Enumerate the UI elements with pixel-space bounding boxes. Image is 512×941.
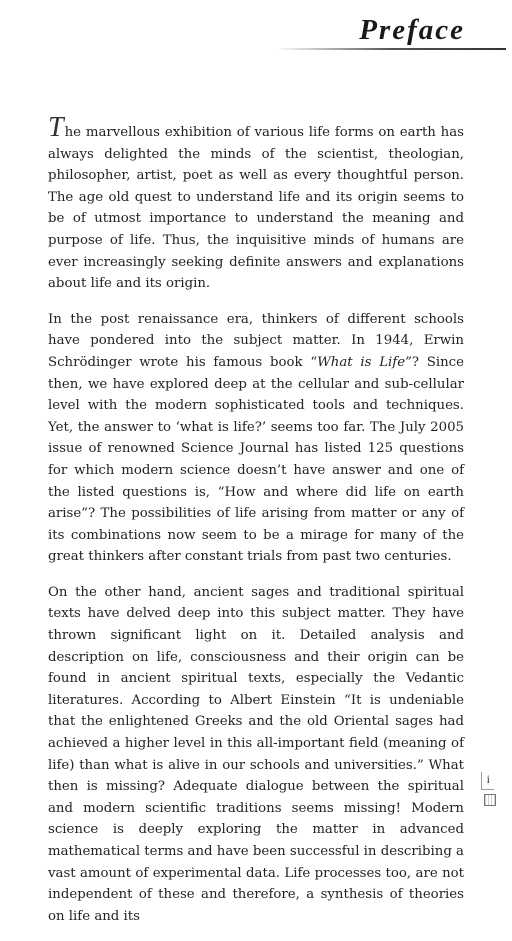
book-title: What is Life”	[317, 354, 412, 370]
page-corner-mark	[484, 794, 496, 806]
paragraph-1-text: he marvellous exhibition of various life forms on earth has always delighted the minds of the scientist, theologian, philosopher, artist, poet as well as every thoughtful person. The age old quest to understand life and its origin seems to be of utmost importance to understand the meaning and purpose of life. Thus, the inquisitive minds of humans are ever increasingly seeking definite answers and explanations about life and its origin.	[48, 125, 464, 292]
drop-cap: T	[48, 112, 64, 143]
preface-body	[48, 112, 464, 941]
paragraph-3: On the other hand, ancient sages and traditional spiritual texts have delved deep into this subject matter. They have thrown significant light on it. Detailed analysis and description on life, consciousness and their origin can be found in ancient spiritual texts, especially the Vedantic literatures. According to Albert Einstein “It is undeniable that the enlightened Greeks and the old Oriental sages had achieved a higher level in this all-important field (meaning of life) than what is alive in our schools and universities.” What then is missing? Adequate dialogue between the spiritual and modern scientific traditions seems missing! Modern science is deeply exploring the matter in advanced mathematical terms and have been successful in describing a vast amount of experimental data. Life processes too, are not independent of these and therefore, a synthesis of theories on life and its	[48, 584, 464, 924]
paragraph-2-text-a: In the post renaissance era, thinkers of different schools have pondered into the subject matter. In 1944, Erwin Schrödinger wrote his famous book “	[48, 311, 464, 370]
page-title: Preface	[359, 14, 465, 46]
paragraph-1	[48, 112, 464, 295]
page-number: i	[481, 772, 494, 790]
title-underline	[276, 48, 506, 50]
paragraph-2	[48, 309, 464, 568]
paragraph-2-text-b: ? Since then, we have explored deep at the cellular and sub-cellular level with the modern sophisticated tools and techniques. Yet, the answer to ‘what is life?’ seems too far. The July 2005 issue of renowned Science Journal has listed 125 questions for which modern science doesn’t have answer and one of the listed questions is, “How and where did life on earth arise”? The possibilities of life arising from matter or any of its combinations now seem to be a mirage for many of the great thinkers after constant trials from past two centuries.	[48, 354, 464, 565]
